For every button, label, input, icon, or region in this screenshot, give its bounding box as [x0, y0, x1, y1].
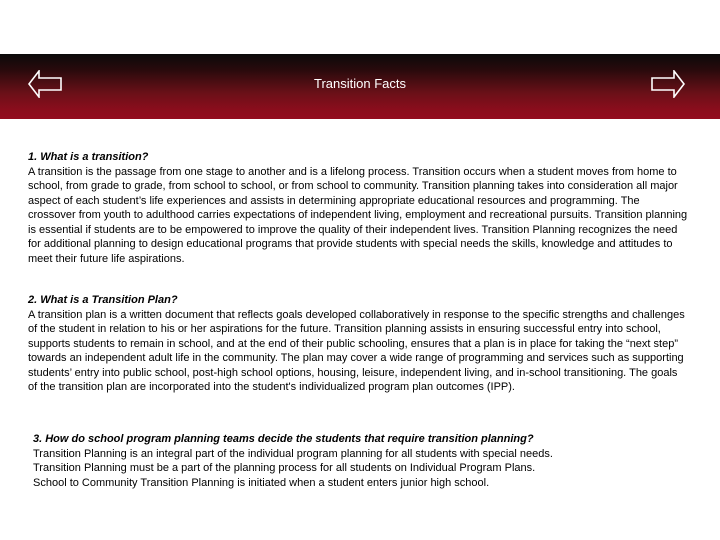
section-what-is-transition: [28, 150, 688, 266]
section-who-requires-planning: [33, 432, 693, 490]
body-line: School to Community Transition Planning is initiated when a student enters junior high school.: [33, 476, 490, 489]
section-heading: 2. What is a Transition Plan?: [28, 294, 178, 306]
body-line: Transition Planning is an integral part of the individual program planning for all students with special needs.: [33, 447, 553, 460]
section-body: A transition plan is a written document that reflects goals developed collaboratively in response to the specific strengths and challenges of the student in relation to his or her aspirations for the future. Transition planning assists in ensuring successful entry into school, supports students to remain in school, and at the end of their public schooling, ensures that a plan is in place for taking the “next step” towards an independent adult life in the community. The plan may cover a wide range of programming and services such as supporting students’ entry into public school, post-high school options, housing, leisure, independent living, and in-school transitioning. The goals of the transition plan are incorporated into the student's individualized program plan outcomes (IPP).: [28, 308, 685, 393]
section-heading: 3. How do school program planning teams decide the students that require transition planning?: [33, 433, 534, 445]
section-what-is-transition-plan: [28, 293, 688, 395]
body-line: Transition Planning must be a part of the planning process for all students on Individual Program Plans.: [33, 462, 536, 474]
title-banner: [0, 54, 720, 119]
section-body: [33, 447, 693, 491]
next-slide-button[interactable]: [651, 70, 685, 98]
arrow-right-icon: [651, 70, 685, 98]
section-body: A transition is the passage from one stage to another and is a lifelong process. Transition occurs when a student moves from home to school, from grade to grade, from school to school, or from school to community. Transition planning takes into consideration all major aspect of each student’s life experiences and assists in determining appropriate educational resources and programming. The crossover from youth to adulthood carries expectations of independent living, employment and recreational pursuits. Transition planning is essential if students are to be empowered to improve the quality of their independent lives. Transition Planning recognizes the need for additional planning to design educational programs that provide students with special needs the skills, knowledge and attitudes to meet their future life aspirations.: [28, 165, 688, 265]
section-heading: 1. What is a transition?: [28, 151, 149, 163]
slide-title: Transition Facts: [314, 76, 406, 91]
